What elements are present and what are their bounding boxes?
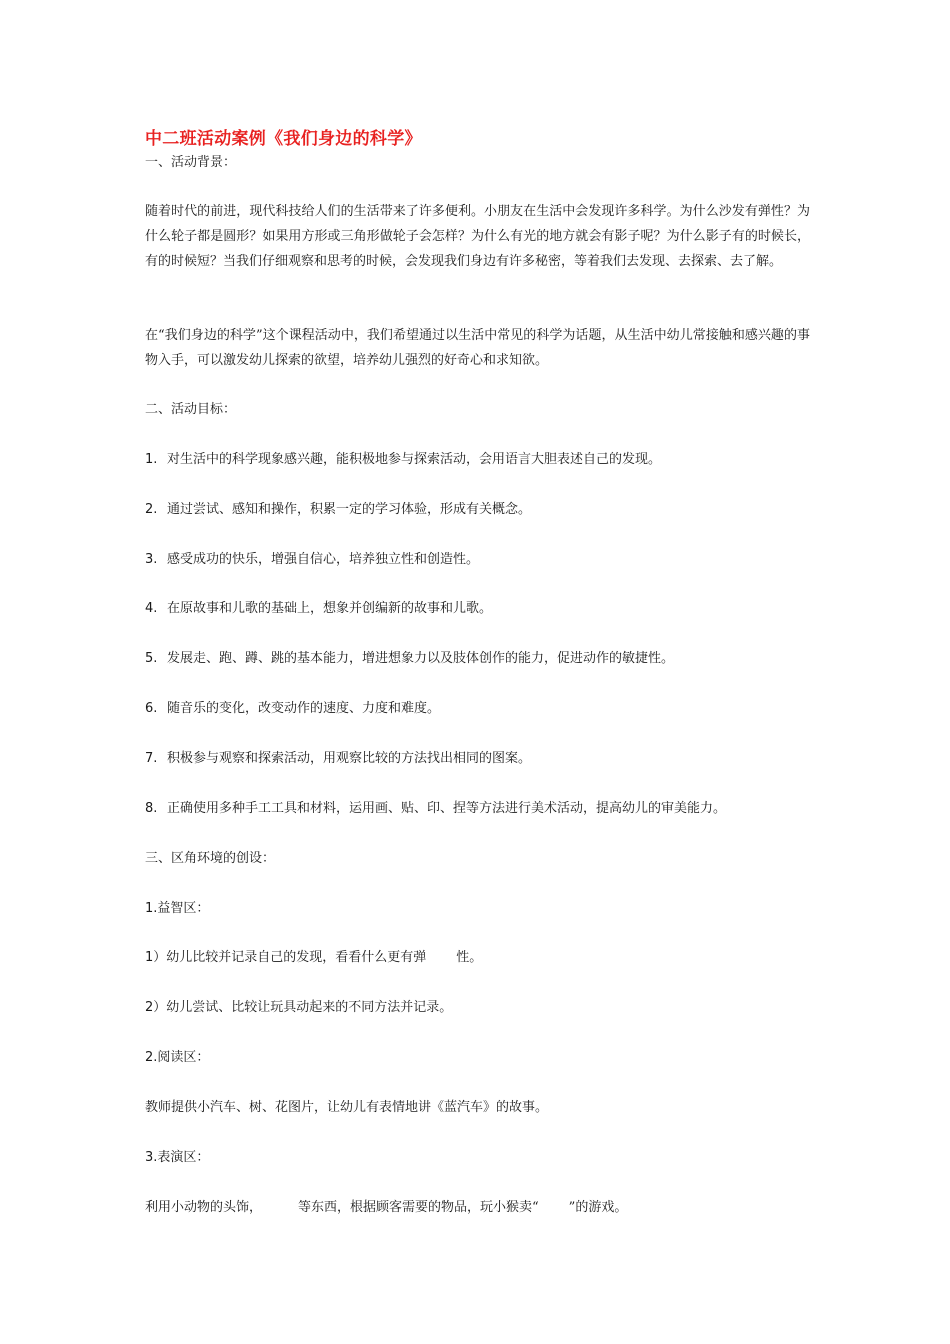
zone-puzzle-heading	[145, 896, 810, 921]
goal-number: 3.	[145, 552, 158, 567]
goal-item	[145, 447, 810, 472]
text-part-3: ”的游戏。	[568, 1200, 628, 1215]
background-heading: 一、活动背景：	[145, 155, 237, 170]
goal-item	[145, 596, 810, 621]
item-text-end: 性。	[456, 950, 483, 965]
goal-item	[145, 497, 810, 522]
goal-text: 对生活中的科学现象感兴趣，能积极地参与探索活动，会用语言大胆表述自己的发现。	[167, 452, 662, 467]
document-title: 中二班活动案例《我们身边的科学》	[145, 129, 422, 149]
text-part-2: 等东西，根据顾客需要的物品，玩小猴卖“	[298, 1200, 539, 1215]
zone-performance-heading	[145, 1145, 810, 1170]
zone-performance-text	[145, 1195, 810, 1220]
goal-number: 4.	[145, 601, 158, 616]
goal-item	[145, 547, 810, 572]
zone-label: 阅读区：	[157, 1050, 210, 1065]
goal-number: 2.	[145, 502, 158, 517]
goal-item	[145, 696, 810, 721]
item-text: ）幼儿比较并记录自己的发现，看看什么更有弹	[153, 950, 427, 965]
goal-item	[145, 646, 810, 671]
goal-item	[145, 746, 810, 771]
goal-number: 1.	[145, 452, 158, 467]
goal-text: 通过尝试、感知和操作，积累一定的学习体验，形成有关概念。	[167, 502, 532, 517]
goal-text: 随音乐的变化，改变动作的速度、力度和难度。	[167, 701, 441, 716]
zone-puzzle-item-2	[145, 995, 810, 1020]
goal-text: 感受成功的快乐，增强自信心，培养独立性和创造性。	[167, 552, 480, 567]
goal-text: 发展走、跑、蹲、跳的基本能力，增进想象力以及肢体创作的能力，促进动作的敏捷性。	[167, 651, 675, 666]
goal-number: 8.	[145, 801, 158, 816]
goal-number: 7.	[145, 751, 158, 766]
zone-number: 3.	[145, 1150, 158, 1165]
goals-heading: 二、活动目标：	[145, 402, 237, 417]
item-number: 1	[145, 950, 154, 965]
zone-label: 益智区：	[157, 901, 210, 916]
zone-label: 表演区：	[157, 1150, 210, 1165]
item-text: ）幼儿尝试、比较让玩具动起来的不同方法并记录。	[153, 1000, 453, 1015]
goal-number: 6.	[145, 701, 158, 716]
goal-text: 正确使用多种手工工具和材料，运用画、贴、印、捏等方法进行美术活动，提高幼儿的审美能力。	[167, 801, 727, 816]
zone-reading-text: 教师提供小汽车、树、花图片，让幼儿有表情地讲《蓝汽车》的故事。	[145, 1100, 549, 1115]
zone-reading-heading	[145, 1045, 810, 1070]
background-paragraph-2: 在“我们身边的科学”这个课程活动中，我们希望通过以生活中常见的科学为话题，从生活中幼儿常接触和感兴趣的事物入手，可以激发幼儿探索的欲望，培养幼儿强烈的好奇心和求知欲。	[145, 328, 810, 368]
goal-number: 5.	[145, 651, 158, 666]
goal-text: 在原故事和儿歌的基础上，想象并创编新的故事和儿歌。	[167, 601, 493, 616]
goal-item	[145, 796, 810, 821]
zone-number: 1.	[145, 901, 158, 916]
zone-number: 2.	[145, 1050, 158, 1065]
environment-heading: 三、区角环境的创设：	[145, 851, 276, 866]
goal-text: 积极参与观察和探索活动，用观察比较的方法找出相同的图案。	[167, 751, 532, 766]
zone-puzzle-item-1	[145, 945, 810, 970]
background-paragraph-1: 随着时代的前进，现代科技给人们的生活带来了许多便利。小朋友在生活中会发现许多科学。为什么沙发有弹性？为什么轮子都是圆形？如果用方形或三角形做轮子会怎样？为什么有光的地方就会有影子呢？为什么影子有的时候长，有的时候短？当我们仔细观察和思考的时候，会发现我们身边有许多秘密，等着我们去发现、去探索、去了解。	[145, 204, 810, 269]
text-part-1: 利用小动物的头饰，	[145, 1200, 263, 1215]
item-number: 2	[145, 1000, 154, 1015]
